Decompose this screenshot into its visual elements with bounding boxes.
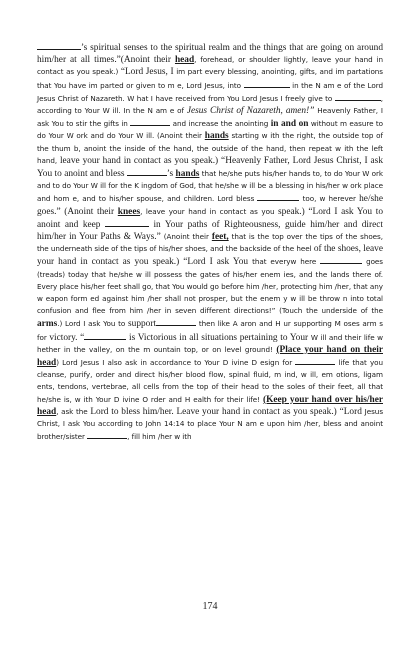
text-run: leave your hand in contact as you speak.) “Heavenly Father, Lord Jesus Christ, I ask You to anoint and bless: [37, 155, 383, 180]
fill-in-blank: [244, 79, 290, 88]
text-run: (Anoint their: [163, 232, 212, 242]
text-run: goes (treads) today that he/she w ill possess the gates of his/her enem ies, and the lands there of. Every place his/her feet shall go, that You would go before him /her, protecting him /her, that any w eapon form ed against him /her shall not prosper, but the enem y w ill be throw n into total confusion and flee from him /her in seven different directions!”: [37, 257, 383, 316]
text-run: ) Lord Jesus I also ask in accordance to Your D ivine D esign for: [56, 358, 296, 368]
body-paragraph: [37, 41, 383, 444]
text-run: W ill and their life w hether in the valley, on the m ountain top, or on level ground!: [37, 332, 384, 354]
fill-in-blank: [37, 41, 81, 50]
text-run: is Victorious in all situations pertaining to Your: [126, 332, 311, 343]
text-run: support: [128, 319, 157, 330]
text-run: and increase the anointing: [170, 119, 271, 129]
text-run: Heavenly Father, I ask You to stir the gifts in: [37, 106, 383, 129]
fill-in-blank: [257, 192, 299, 201]
text-run: then like A aron and H ur supporting M oses arm s for: [37, 319, 384, 342]
fill-in-blank: [156, 317, 196, 326]
text-run: that everyw here: [252, 257, 321, 267]
text-run: “Lord Jesus, I: [120, 67, 177, 78]
text-run: (Touch the underside of the: [279, 306, 383, 316]
emphasis-run: (Place your hand on their head: [37, 344, 383, 369]
text-run: Jesus Christ, I ask You according to John 14:14 to place Your N am e upon him /her, bless and anoint brother/sister: [37, 406, 384, 442]
fill-in-blank: [335, 92, 381, 101]
emphasis-run: in and on: [270, 119, 309, 130]
text-run: victory. “: [49, 332, 85, 343]
text-run: , fill him /her w ith: [127, 432, 192, 442]
fill-in-blank: [87, 430, 127, 439]
text-run: , forehead, or shoulder lightly, leave your hand in contact as you speak.): [37, 55, 383, 77]
text-run: life that you cleanse, purify, order and direct his/her blood flow, spinal fluid, m ind, w ill, em otions, ligam ents, tendons, vertebrae, all cells from the top of their head to the soles of their feet, all that he/she is, w ith Your D ivine O rder and H ealth for their life!: [37, 358, 383, 404]
text-run: ’s spiritual senses to the spiritual realm and the things that are going on around him/her at all times.”(Anoint their: [37, 43, 383, 66]
text-run: Jesus Christ of Nazareth, amen!”: [186, 106, 315, 117]
text-run: , ask the: [56, 406, 91, 416]
page-number: 174: [202, 601, 218, 612]
fill-in-blank: [130, 117, 170, 126]
fill-in-blank: [84, 331, 126, 340]
fill-in-blank: [105, 218, 149, 227]
page-body: [37, 41, 383, 444]
text-run: , leave your hand in contact as you: [140, 206, 279, 216]
text-run: im part every blessing, anointing, gifts, and im partations that You have im parted or given to m e, Lord Jesus, into: [37, 67, 383, 90]
text-run: .) Lord I ask You to: [57, 319, 129, 329]
emphasis-run: knees: [117, 206, 141, 217]
text-run: in the N am e of the Lord Jesus Christ of Nazareth. W hat I have received from You Lord Jesus I freely give to: [37, 80, 383, 103]
emphasis-run: hands: [175, 169, 200, 180]
text-run: that he/she puts his/her hands to, to do Your W ork and to do Your W ill for the K ingdom of God, that he/she w ill be a blessing in his/her w ork place and hom e, and to his/her spouse, and children. Lord bless: [37, 169, 383, 204]
fill-in-blank: [320, 255, 362, 264]
text-run: he/she goes.” (Anoint their: [37, 194, 383, 217]
emphasis-run: hands: [204, 131, 229, 142]
text-run: starting w ith the right, the outside top of the thum b, anoint the inside of the hand, the outside of the hand, then repeat w ith the left hand,: [37, 131, 383, 165]
text-run: without m easure to do Your W ork and do Your W ill. (Anoint their: [37, 119, 383, 141]
text-run: , according to Your W ill. In the N am e of: [37, 93, 383, 116]
text-run: ’s: [166, 169, 176, 180]
text-run: too, w herever: [299, 194, 360, 204]
fill-in-blank: [127, 167, 167, 176]
text-run: in Your paths of Righteousness, guide him/her and direct him/her in Your Paths & Ways.”: [37, 219, 383, 243]
fill-in-blank: [295, 356, 335, 365]
text-run: speak.) “Lord I ask You to anoint and keep: [37, 206, 383, 230]
emphasis-run: arms: [37, 319, 58, 330]
emphasis-run: head: [174, 55, 195, 66]
text-run: of the shoes, leave your hand in contact as you speak.) “Lord I ask You: [37, 244, 383, 268]
emphasis-run: feet,: [211, 232, 229, 243]
emphasis-run: (Keep your hand over his/her head: [37, 394, 383, 417]
text-run: Lord to bless him/her. Leave your hand in contact as you speak.) “Lord: [90, 406, 365, 417]
text-run: that is the top over the tips of the shoes, the underneath side of the tips of his/her shoes, and the backside of the heel: [37, 232, 383, 254]
